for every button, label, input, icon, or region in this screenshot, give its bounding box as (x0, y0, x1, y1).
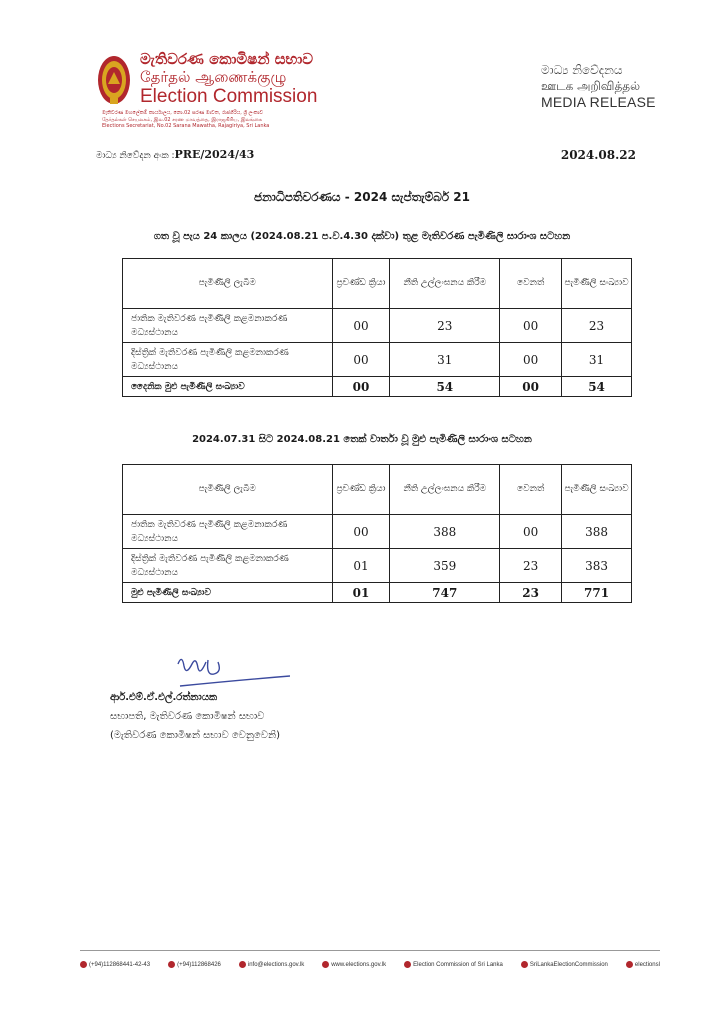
org-name-tamil: தேர்தல் ஆணைக்குழு (140, 68, 287, 86)
table-row (123, 515, 632, 549)
table-cell: 23 (500, 549, 562, 583)
table-cell: 23 (562, 309, 632, 343)
total-cell: 23 (500, 583, 562, 603)
organization-names (140, 50, 317, 108)
total-cell: 771 (562, 583, 632, 603)
daily-complaints-table (122, 258, 632, 397)
org-name-english: Election Commission (140, 86, 318, 107)
table-header-row (123, 259, 632, 309)
table-total-row (123, 377, 632, 397)
facebook2-text: SriLankaElectionCommission (529, 961, 608, 968)
signatory-title: සභාපති, මැතිවරණ කොමිෂන් සභාව (110, 711, 265, 722)
twitter-icon (626, 961, 633, 968)
signatory-details (110, 688, 470, 745)
address-block (102, 110, 402, 130)
address-sinhala: මැතිවරණ මහලේකම් කාර්යාලය, නො.02 සරණ මාවත, රාජගිරිය, ශ්‍රී ලංකාව (102, 110, 263, 116)
footer-fax (168, 961, 221, 968)
reference-row (96, 148, 636, 164)
column-header: පැමිණිලි ලැබීම (123, 465, 333, 515)
column-header: පැමිණිලි ලැබීම (123, 259, 333, 309)
cumulative-complaints-table (122, 464, 632, 603)
column-header: පැමිණිලි සංඛ්‍යාව (562, 465, 632, 515)
table-cell: 31 (390, 343, 500, 377)
table-row (123, 309, 632, 343)
total-label: දෛනික මුළු පැමිණිලි සංඛ්‍යාව (123, 377, 333, 397)
signatory-note: (මැතිවරණ කොමිෂන් සභාව වෙනුවෙනි) (110, 730, 280, 741)
table-cell: 00 (332, 515, 390, 549)
globe-icon (322, 961, 329, 968)
table-cell: 00 (332, 343, 390, 377)
release-sinhala: මාධ්‍ය නිවේදනය (541, 63, 623, 77)
table1-subtitle: ගත වූ පැය 24 කාලය (2024.08.21 ප.ව.4.30 දක්වා) තුළ මැතිවරණ පැමිණිලි සාරාංශ සටහන (153, 231, 571, 242)
total-cell: 747 (390, 583, 500, 603)
column-header: වෙනත් (500, 465, 562, 515)
total-cell: 01 (332, 583, 390, 603)
footer-facebook-2[interactable] (521, 961, 608, 968)
table2-subtitle: 2024.07.31 සිට 2024.08.21 තෙක් වාර්තා වූ මුළු පැමිණිලි සාරාංශ සටහන (192, 434, 532, 445)
total-cell: 54 (562, 377, 632, 397)
table-cell: 00 (332, 309, 390, 343)
footer-contacts (80, 951, 660, 968)
table-total-row (123, 583, 632, 603)
table-header-row (123, 465, 632, 515)
phone-icon (80, 961, 87, 968)
table-cell: 359 (390, 549, 500, 583)
table-row (123, 549, 632, 583)
footer-facebook[interactable] (404, 961, 503, 968)
facebook-text: Election Commission of Sri Lanka (413, 961, 503, 968)
table-cell: 00 (500, 515, 562, 549)
total-cell: 00 (332, 377, 390, 397)
footer (80, 950, 660, 968)
footer-web[interactable] (322, 961, 386, 968)
table-cell: 31 (562, 343, 632, 377)
total-cell: 00 (500, 377, 562, 397)
row-label: දිස්ත්‍රික් මැතිවරණ පැමිණිලි කළමනාකරණ මධ්‍යස්ථානය (123, 549, 333, 583)
email-icon (239, 961, 246, 968)
row-label: ජාතික මැතිවරණ පැමිණිලි කළමනාකරණ මධ්‍යස්ථානය (123, 309, 333, 343)
media-release-label (541, 62, 656, 110)
row-label: දිස්ත්‍රික් මැතිවරණ පැමිණිලි කළමනාකරණ මධ්‍යස්ථානය (123, 343, 333, 377)
table-cell: 00 (500, 343, 562, 377)
column-header: වෙනත් (500, 259, 562, 309)
column-header: නීති උල්ලංඝනය කිරීම (390, 465, 500, 515)
column-header: පැමිණිලි සංඛ්‍යාව (562, 259, 632, 309)
release-english: MEDIA RELEASE (541, 94, 656, 110)
web-text: www.elections.gov.lk (331, 961, 387, 968)
twitter-text: electionsl (634, 961, 660, 968)
reference-value: PRE/2024/43 (174, 148, 255, 161)
table-cell: 388 (562, 515, 632, 549)
column-header: ප්‍රචණ්ඩ ක්‍රියා (332, 259, 390, 309)
org-name-sinhala: මැතිවරණ කොමිෂන් සභාව (140, 50, 314, 68)
footer-twitter[interactable] (626, 961, 660, 968)
row-label: ජාතික මැතිවරණ පැමිණිලි කළමනාකරණ මධ්‍යස්ථානය (123, 515, 333, 549)
facebook-icon (521, 961, 528, 968)
fax-icon (168, 961, 175, 968)
table-row (123, 343, 632, 377)
release-date: 2024.08.22 (560, 148, 636, 162)
column-header: නීති උල්ලංඝනය කිරීම (390, 259, 500, 309)
phone-text: (+94)112868441-42-43 (89, 961, 151, 968)
email-text: info@elections.gov.lk (247, 961, 305, 968)
signatory-name: ආර්.එම්.ඒ.එල්.රත්නායක (110, 692, 218, 703)
table-cell: 383 (562, 549, 632, 583)
document-title: ජනාධිපතිවරණය - 2024 සැප්තැම්බර් 21 (254, 190, 470, 204)
fax-text: (+94)112868426 (177, 961, 221, 968)
footer-email[interactable] (239, 961, 304, 968)
reference-label: මාධ්‍ය නිවේදන අංක : (96, 151, 175, 161)
letterhead (96, 50, 656, 130)
facebook-icon (404, 961, 411, 968)
table-cell: 388 (390, 515, 500, 549)
handwritten-signature-icon (170, 650, 290, 690)
table-cell: 01 (332, 549, 390, 583)
table-cell: 00 (500, 309, 562, 343)
sri-lanka-emblem-icon (96, 54, 132, 106)
total-cell: 54 (390, 377, 500, 397)
total-label: මුළු පැමිණිලි සංඛ්‍යාව (123, 583, 333, 603)
table-cell: 23 (390, 309, 500, 343)
footer-phone (80, 961, 150, 968)
address-tamil: தேர்தல்கள் செயலகம், இல.02 சரண மாவத்தை, இராஜகிரிய, இலங்கை (102, 116, 263, 123)
reference-number (96, 148, 254, 161)
release-tamil: ஊடக அறிவித்தல் (541, 79, 641, 93)
column-header: ප්‍රචණ්ඩ ක්‍රියා (332, 465, 390, 515)
address-english: Elections Secretariat, No.02 Sarana Mawatha, Rajagiriya, Sri Lanka (102, 123, 270, 129)
